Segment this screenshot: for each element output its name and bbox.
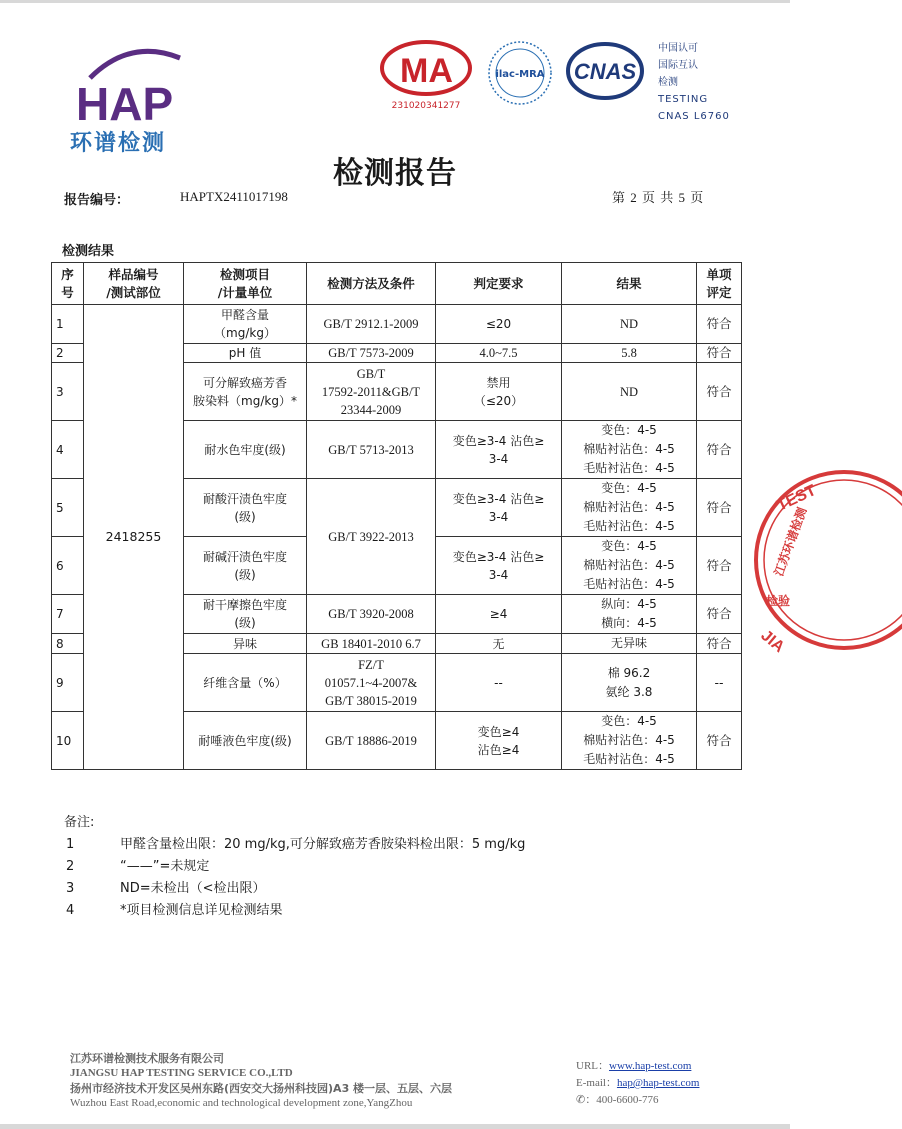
remark-note: 2 “——”=未规定	[66, 859, 210, 874]
cma-logo	[380, 40, 472, 110]
footer-contact	[576, 1058, 699, 1109]
row-item: 耐酸汗渍色牢度 (级)	[184, 479, 307, 537]
footer-address-en: Wuzhou East Road,economic and technological development zone,YangZhou	[70, 1097, 413, 1109]
remark-note: 4 *项目检测信息详见检测结果	[66, 903, 283, 918]
seal-text-top: TEST	[774, 481, 819, 515]
cnas-line: 国际互认	[658, 60, 698, 71]
phone-icon: ✆	[576, 1094, 586, 1106]
row-requirement: 变色≥3-4 沾色≥ 3-4	[436, 479, 562, 537]
row-method: FZ/T 01057.1~4-2007& GB/T 38015-2019	[307, 654, 436, 712]
row-result: ND	[562, 305, 697, 344]
row-requirement: 变色≥4 沾色≥4	[436, 712, 562, 770]
row-no: 2	[52, 344, 84, 363]
cnas-line: 检测	[658, 77, 678, 88]
remark-note: 3 ND=未检出（<检出限）	[66, 881, 266, 896]
email-link[interactable]: hap@hap-test.com	[616, 1077, 700, 1089]
row-no: 1	[52, 305, 84, 344]
email-label: E-mail：	[576, 1077, 617, 1089]
row-evaluation: 符合	[697, 595, 742, 634]
ilac-text: ilac-MRA	[495, 69, 545, 80]
row-result: ND	[562, 363, 697, 421]
header-evaluation: 单项 评定	[697, 263, 742, 305]
document-title: 检测报告	[333, 156, 457, 191]
website-link[interactable]: www.hap-test.com	[609, 1060, 692, 1072]
footer-company-cn: 江苏环谱检测技术服务有限公司	[70, 1052, 224, 1065]
sample-id: 2418255	[84, 305, 184, 770]
row-requirement: 禁用 （≤20）	[436, 363, 562, 421]
row-item: 耐唾液色牢度(级)	[184, 712, 307, 770]
section-title: 检测结果	[62, 244, 115, 259]
url-label: URL：	[576, 1060, 609, 1072]
row-method: GB/T 5713-2013	[307, 421, 436, 479]
cma-letters: MA	[400, 52, 453, 90]
row-requirement: ≤20	[436, 305, 562, 344]
row-item: 甲醛含量 （mg/kg）	[184, 305, 307, 344]
header-no: 序 号	[52, 263, 84, 305]
official-seal	[752, 465, 902, 655]
row-no: 3	[52, 363, 84, 421]
row-requirement: --	[436, 654, 562, 712]
row-item: 纤维含量（%）	[184, 654, 307, 712]
row-result: 5.8	[562, 344, 697, 363]
table-header-row	[52, 263, 742, 305]
ilac-mra-logo	[487, 40, 553, 106]
row-method-shared: GB/T 3922-2013	[307, 479, 436, 595]
row-no: 9	[52, 654, 84, 712]
row-requirement: 4.0~7.5	[436, 344, 562, 363]
seal-text-side: 江苏环谱检测	[771, 505, 810, 579]
row-requirement: 变色≥3-4 沾色≥ 3-4	[436, 537, 562, 595]
header-method: 检测方法及条件	[307, 263, 436, 305]
row-result: 变色：4-5 棉贴衬沾色：4-5 毛贴衬沾色：4-5	[562, 712, 697, 770]
row-no: 5	[52, 479, 84, 537]
row-method: GB 18401-2010 6.7	[307, 634, 436, 654]
row-method: GB/T 18886-2019	[307, 712, 436, 770]
row-result: 纵向：4-5 横向：4-5	[562, 595, 697, 634]
cnas-accreditation-text	[658, 40, 730, 125]
row-result: 棉 96.2 氨纶 3.8	[562, 654, 697, 712]
row-result: 无异味	[562, 634, 697, 654]
header-sample: 样品编号 /测试部位	[84, 263, 184, 305]
row-method: GB/T 7573-2009	[307, 344, 436, 363]
table-row	[52, 305, 742, 344]
header-requirement: 判定要求	[436, 263, 562, 305]
bottom-border	[0, 1124, 790, 1129]
cma-number: 231020341277	[391, 101, 461, 111]
hap-logo-cn: 环谱检测	[70, 131, 167, 156]
row-item: 异味	[184, 634, 307, 654]
row-no: 4	[52, 421, 84, 479]
phone-number: ：400-6600-776	[585, 1094, 659, 1106]
row-requirement: ≥4	[436, 595, 562, 634]
row-item: 可分解致癌芳香 胺染料（mg/kg）*	[184, 363, 307, 421]
row-requirement: 无	[436, 634, 562, 654]
row-item: 耐碱汗渍色牢度 (级)	[184, 537, 307, 595]
report-number: HAPTX2411017198	[180, 189, 288, 204]
cnas-logo	[566, 42, 644, 100]
row-result: 变色：4-5 棉贴衬沾色：4-5 毛贴衬沾色：4-5	[562, 537, 697, 595]
header-result: 结果	[562, 263, 697, 305]
row-item: 耐水色牢度(级)	[184, 421, 307, 479]
row-result: 变色：4-5 棉贴衬沾色：4-5 毛贴衬沾色：4-5	[562, 479, 697, 537]
row-evaluation: 符合	[697, 537, 742, 595]
row-no: 7	[52, 595, 84, 634]
row-evaluation: 符合	[697, 305, 742, 344]
row-result: 变色：4-5 棉贴衬沾色：4-5 毛贴衬沾色：4-5	[562, 421, 697, 479]
page-info: 第 2 页 共 5 页	[612, 190, 705, 205]
top-border	[0, 0, 790, 3]
row-evaluation: 符合	[697, 712, 742, 770]
row-evaluation: 符合	[697, 344, 742, 363]
row-requirement: 变色≥3-4 沾色≥ 3-4	[436, 421, 562, 479]
results-table	[51, 262, 742, 770]
row-evaluation: 符合	[697, 634, 742, 654]
footer-company-info	[70, 1051, 452, 1111]
header-item: 检测项目 /计量单位	[184, 263, 307, 305]
row-method: GB/T 17592-2011&GB/T 23344-2009	[307, 363, 436, 421]
hap-logo-letters: HAP	[76, 78, 174, 130]
row-no: 6	[52, 537, 84, 595]
seal-text-edge: JIA	[757, 627, 788, 657]
row-evaluation: --	[697, 654, 742, 712]
remarks-title: 备注:	[64, 815, 95, 830]
cnas-line: TESTING	[658, 94, 709, 105]
remark-note: 1 甲醛含量检出限：20 mg/kg,可分解致癌芳香胺染料检出限：5 mg/kg	[66, 837, 526, 852]
row-method: GB/T 3920-2008	[307, 595, 436, 634]
cnas-line: 中国认可	[658, 43, 698, 54]
seal-text-bottom: 检验	[766, 594, 791, 608]
row-evaluation: 符合	[697, 479, 742, 537]
row-evaluation: 符合	[697, 421, 742, 479]
footer-company-en: JIANGSU HAP TESTING SERVICE CO.,LTD	[70, 1067, 293, 1079]
row-evaluation: 符合	[697, 363, 742, 421]
cnas-letters: CNAS	[573, 59, 637, 84]
row-item: 耐干摩擦色牢度 (级)	[184, 595, 307, 634]
row-item: pH 值	[184, 344, 307, 363]
report-number-label: 报告编号：	[64, 193, 130, 208]
footer-address-cn: 扬州市经济技术开发区吴州东路(西安交大扬州科技园)A3 楼一层、五层、六层	[70, 1082, 453, 1095]
row-no: 10	[52, 712, 84, 770]
cnas-line: CNAS L6760	[658, 111, 730, 122]
row-no: 8	[52, 634, 84, 654]
row-method: GB/T 2912.1-2009	[307, 305, 436, 344]
